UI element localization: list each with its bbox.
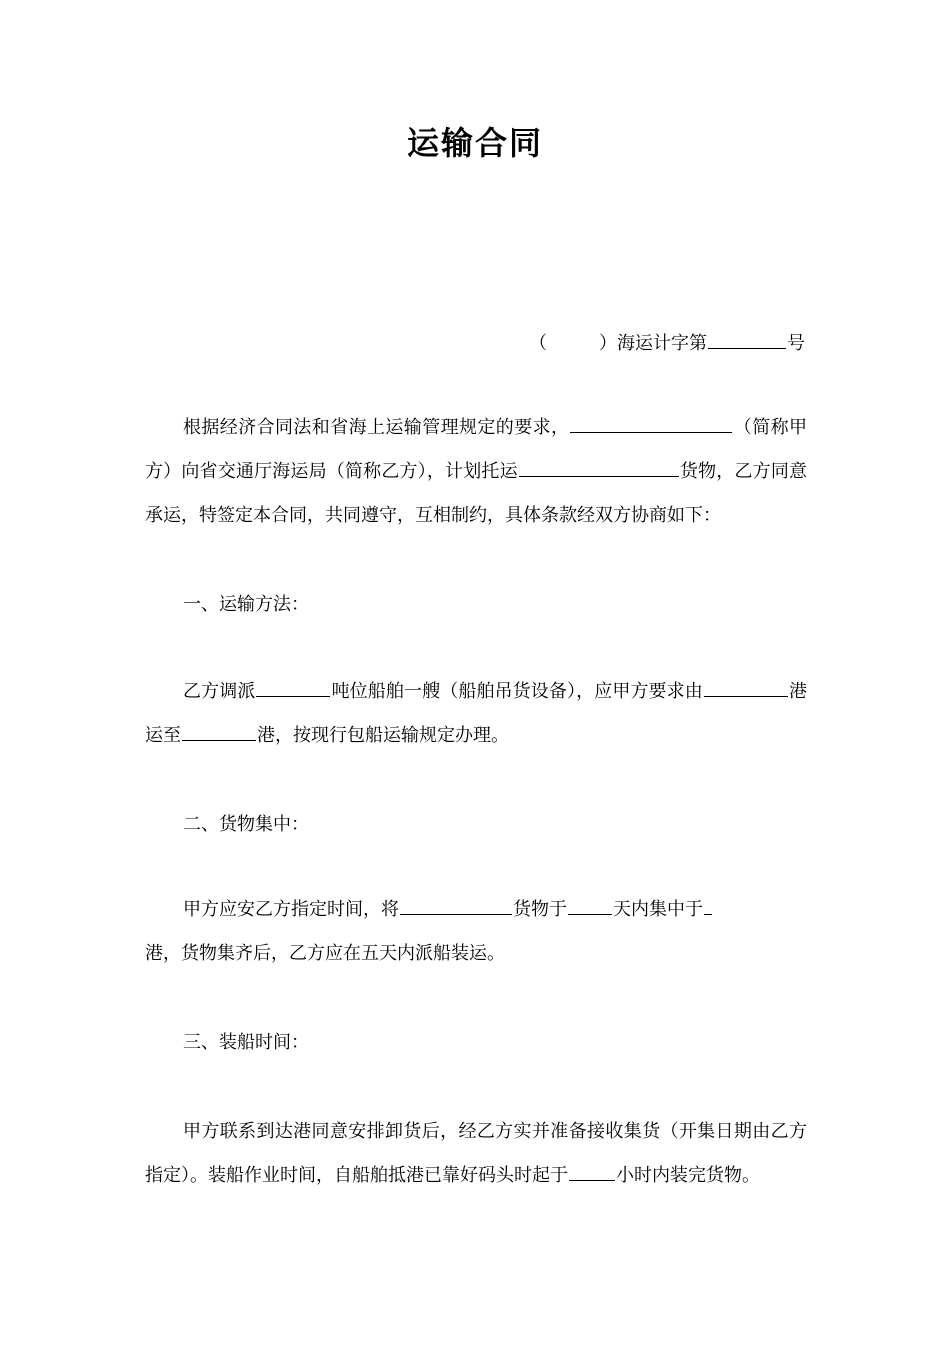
section-2-text-4: 港，货物集齐后，乙方应在五天内派船装运。 (145, 943, 505, 964)
collection-port-blank (704, 894, 712, 915)
section-2-text-2: 货物于 (513, 899, 567, 920)
doc-number-open-paren: （ (529, 333, 547, 354)
section-3-heading: 三、装船时间： (183, 1032, 309, 1053)
section-2-text-1: 甲方应安乙方指定时间，将 (183, 899, 399, 920)
section-2-paragraph (145, 888, 807, 976)
section-1-heading: 一、运输方法： (183, 594, 309, 615)
intro-text-3: 货物，乙方同意承运，特签定本合同，共同遵守，互相制约，具体条款经双方协商如下： (145, 461, 807, 526)
document-number-line (529, 328, 805, 357)
section-1-text-3: 港运至 (145, 681, 808, 746)
loading-hours-blank (569, 1160, 615, 1181)
intro-text-1: 根据经济合同法和省海上运输管理规定的要求， (183, 417, 570, 438)
intro-paragraph (145, 406, 807, 538)
shipper-name-blank (570, 412, 732, 433)
cargo-name-blank (519, 456, 679, 477)
tonnage-blank (256, 676, 330, 697)
destination-port-blank (182, 720, 256, 741)
document-title: 运输合同 (406, 124, 543, 162)
origin-port-blank (704, 676, 788, 697)
days-blank (568, 894, 612, 915)
section-3-text-1: 甲方联系到达港同意安排卸货后，经乙方实并准备接收集货（开集日期由乙方指定）。装船作业时间，自船舶抵港已靠好码头时起于 (145, 1121, 807, 1186)
section-1-text-1: 乙方调派 (183, 681, 256, 702)
cargo-blank (400, 894, 512, 915)
doc-number-suffix: 号 (787, 333, 805, 354)
doc-number-blank (708, 328, 786, 349)
section-3-text-2: 小时内装完货物。 (616, 1165, 760, 1186)
section-3-paragraph (145, 1110, 807, 1198)
section-1-text-2: 吨位船舶一艘（船舶吊货设备），应甲方要求由 (331, 681, 703, 702)
section-1-paragraph (145, 670, 807, 758)
intro-text-2: （简称甲方）向省交通厅海运局（简称乙方），计划托运 (145, 417, 808, 482)
section-1-text-4: 港，按现行包船运输规定办理。 (257, 725, 509, 746)
section-2-heading: 二、货物集中： (183, 814, 309, 835)
doc-number-label: ）海运计字第 (599, 333, 707, 354)
section-2-text-3: 天内集中于 (613, 899, 703, 920)
